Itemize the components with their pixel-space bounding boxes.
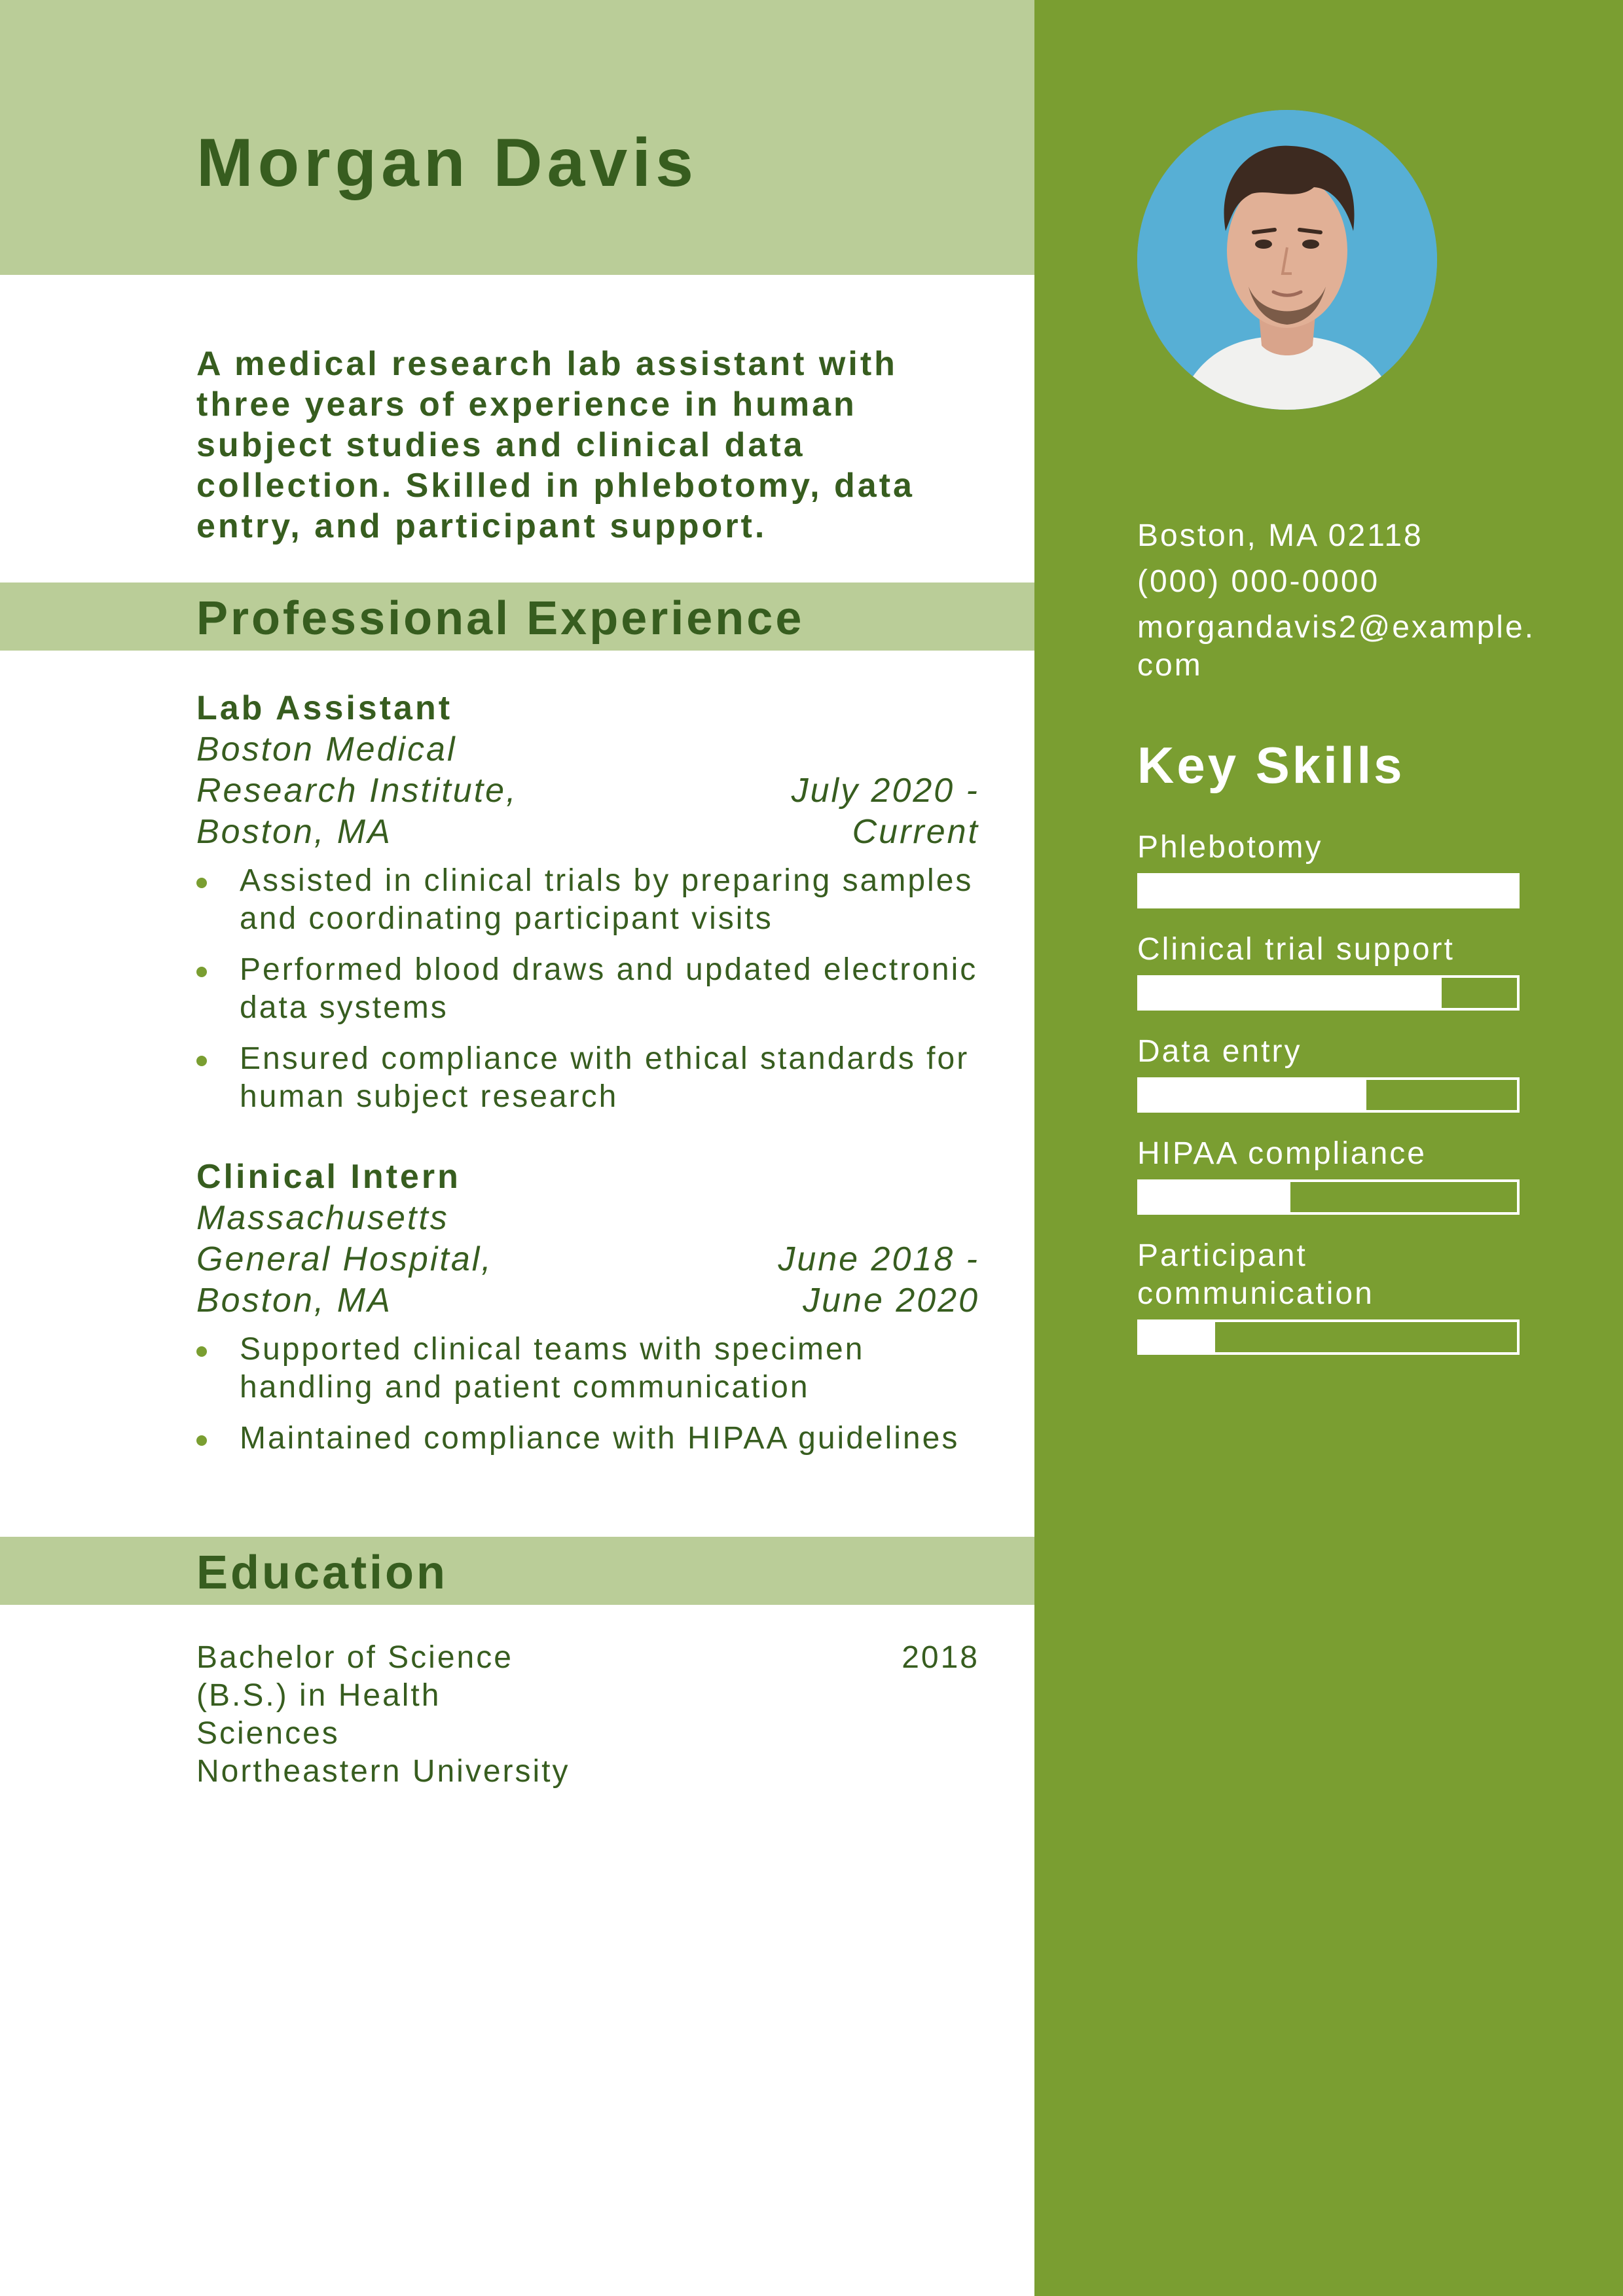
- education-year: 2018: [902, 1640, 979, 1675]
- job-employer: Boston Medical Research Institute, Boston, MA: [196, 730, 518, 851]
- job-bullet: [196, 862, 979, 938]
- job-bullet-text: Performed blood draws and updated electronic data systems: [240, 952, 978, 1025]
- job-bullet: [196, 1331, 979, 1407]
- skill-level-bar: [1137, 873, 1520, 908]
- job-meta: [196, 729, 979, 853]
- skill-label: Clinical trial support: [1137, 932, 1455, 967]
- job-dates: July 2020 - Current: [791, 772, 979, 851]
- contact-location: Boston, MA 02118: [1137, 518, 1423, 553]
- job-bullet-text: Ensured compliance with ethical standards for human subject research: [240, 1041, 970, 1114]
- job-bullet: [196, 1040, 979, 1116]
- skill-level-fill: [1140, 1322, 1215, 1352]
- skill-level-bar: [1137, 1319, 1520, 1355]
- skill-item: [1137, 829, 1520, 908]
- skills-list: [1137, 829, 1520, 1377]
- job-bullet-text: Supported clinical teams with specimen handling and patient communication: [240, 1332, 865, 1405]
- bullet-dot-icon: [196, 1346, 207, 1357]
- experience-heading: Professional Experience: [196, 592, 805, 645]
- job-bullet-list: [196, 862, 979, 1116]
- education-school: Northeastern University: [196, 1754, 570, 1789]
- job-bullet: [196, 951, 979, 1027]
- education-row: [196, 1639, 979, 1753]
- job-meta: [196, 1198, 979, 1321]
- skill-level-bar: [1137, 1179, 1520, 1215]
- job-entry: [196, 1156, 979, 1471]
- job-title: Lab Assistant: [196, 689, 453, 727]
- skill-item: [1137, 1237, 1520, 1355]
- skill-item: [1137, 931, 1520, 1011]
- skill-level-bar: [1137, 1077, 1520, 1113]
- skill-label: Participant communication: [1137, 1238, 1374, 1311]
- job-bullet-text: Maintained compliance with HIPAA guidelines: [240, 1421, 960, 1456]
- contact-email: morgandavis2@example.com: [1137, 610, 1535, 683]
- education-degree: Bachelor of Science (B.S.) in Health Sciences: [196, 1640, 513, 1751]
- skills-heading: Key Skills: [1137, 736, 1405, 794]
- experience-heading-band: [0, 583, 1034, 651]
- job-bullet-text: Assisted in clinical trials by preparing samples and coordinating participant visits: [240, 863, 974, 936]
- job-bullet-list: [196, 1331, 979, 1458]
- profile-photo: [1137, 110, 1437, 410]
- skill-level-bar: [1137, 975, 1520, 1011]
- education-entry: [196, 1639, 979, 1791]
- skill-item: [1137, 1033, 1520, 1113]
- header-band: [0, 0, 1034, 275]
- contact-block: [1137, 517, 1543, 692]
- candidate-name: Morgan Davis: [196, 125, 698, 201]
- education-heading: Education: [196, 1547, 448, 1599]
- skill-level-fill: [1140, 876, 1517, 906]
- portrait-illustration: [1137, 110, 1437, 410]
- bullet-dot-icon: [196, 1435, 207, 1446]
- skill-level-fill: [1140, 978, 1442, 1008]
- education-heading-band: [0, 1537, 1034, 1605]
- contact-phone: (000) 000-0000: [1137, 564, 1380, 599]
- skill-label: Data entry: [1137, 1034, 1302, 1069]
- skill-level-fill: [1140, 1182, 1290, 1212]
- job-dates: June 2018 - June 2020: [778, 1240, 979, 1319]
- bullet-dot-icon: [196, 878, 207, 888]
- skill-level-fill: [1140, 1080, 1366, 1110]
- job-title: Clinical Intern: [196, 1158, 461, 1196]
- job-employer: Massachusetts General Hospital, Boston, MA: [196, 1199, 493, 1319]
- bullet-dot-icon: [196, 967, 207, 977]
- profile-summary: A medical research lab assistant with three years of experience in human subject studies and clinical data collection. Skilled in phlebotomy, data entry, and participant support.: [196, 345, 915, 545]
- job-entry: [196, 687, 979, 1129]
- bullet-dot-icon: [196, 1056, 207, 1066]
- skill-item: [1137, 1135, 1520, 1215]
- skill-label: Phlebotomy: [1137, 830, 1323, 865]
- job-bullet: [196, 1420, 979, 1458]
- skill-label: HIPAA compliance: [1137, 1136, 1427, 1171]
